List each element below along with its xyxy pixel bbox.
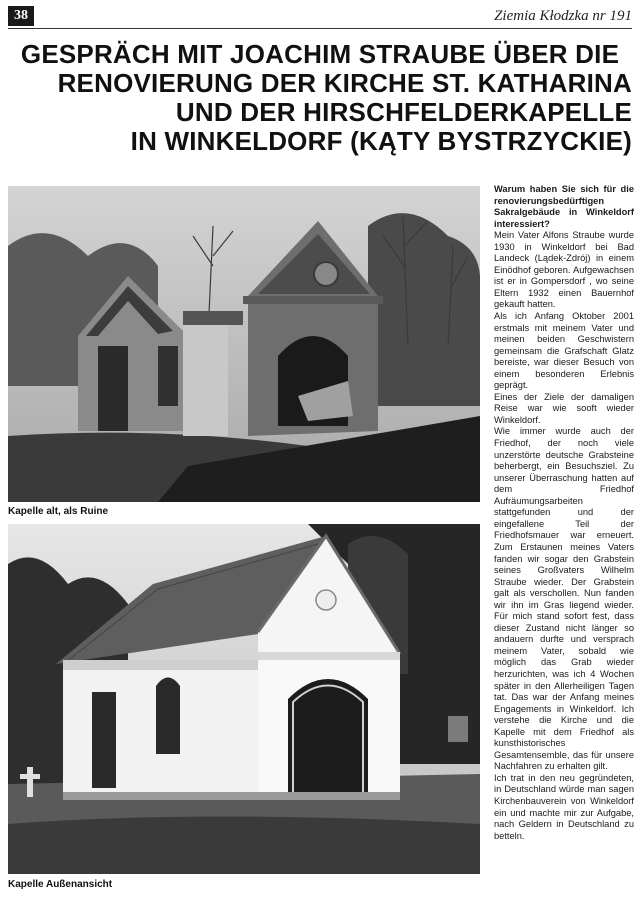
headline-line-4: IN WINKELDORF (KĄTY BYSTRZYCKIE) xyxy=(130,126,632,156)
article-paragraph: Mein Vater Alfons Straube wurde 1930 in Winkeldorf bei Bad Landeck (Lądek-Zdrój) in einem Einödhof geboren. Aufgewachsen ist er in Gompersdorf , wo seine Eltern 1932 einen Bauernhof gekauft hatten. xyxy=(494,230,634,310)
article-column xyxy=(494,184,634,842)
magazine-title: Ziemia Kłodzka nr 191 xyxy=(494,8,632,24)
interview-question: Warum haben Sie sich für die renovierungsbedürftigen Sakralgebäude in Winkeldorf interessiert? xyxy=(494,184,634,229)
page-header xyxy=(8,6,632,28)
article-headline xyxy=(8,40,632,156)
headline-line-1: GESPRÄCH MIT JOACHIM STRAUBE ÜBER DIE xyxy=(20,39,620,69)
headline-line-2: RENOVIERUNG DER KIRCHE ST. KATHARINA xyxy=(57,68,632,98)
article-paragraph: Eines der Ziele der damaligen Reise war wie sooft wieder Winkeldorf. xyxy=(494,391,634,425)
article-paragraph: Als ich Anfang Oktober 2001 erstmals mit meinem Vater und meinen beiden Geschwistern gemeinsam die Grafschaft Glatz bereiste, war dieser Besuch von einem besonderen Erlebnis geprägt. xyxy=(494,311,634,391)
chapel-photo-caption: Kapelle Außenansicht xyxy=(8,879,113,890)
ruin-photo-caption: Kapelle alt, als Ruine xyxy=(8,506,109,517)
article-paragraph: Ich trat in den neu gegründeten, in Deutschland würde man sagen Kirchenbauverein von Winkeldorf ein und machte mir zur Aufgabe, nach Geldern in Deutschland zu betteln. xyxy=(494,772,634,841)
headline-line-3: UND DER HIRSCHFELDERKAPELLE xyxy=(175,97,632,127)
ruin-photo xyxy=(8,186,480,502)
page-number: 38 xyxy=(8,6,34,26)
chapel-photo xyxy=(8,524,480,874)
article-paragraph: Wie immer wurde auch der Friedhof, der noch viele unzerstörte deutsche Grabsteine beherbergt, ein Besuchsziel. Zu unserer Überraschung hatten auf dem Friedhof Aufräumungsarbeiten stattgefunden und der eingefallene Teil der Friedhofsmauer war erneuert. Zum Erstaunen meines Vaters fanden wir sogar den Grabstein seines Großvaters Wilhelm Straube wieder. Der Grabstein galt als verschollen. Nun fanden wir ihn im Gras liegend wieder. Für mich stand sofort fest, dass dieser Zustand nicht länger so andauern durfte und versprach meinem Vater, sobald wie möglich das Grab wieder herzurichten, was ich 4 Wochen später in den Allerheiligen Tagen tat. Das war der Anfang meines Engagements in Winkeldorf. Ich verstehe die Kirche und die Kapelle mit dem Friedhof als kunsthistorisches Gesamtensemble, das für unsere Nachfahren zu erhalten gilt. xyxy=(494,426,634,772)
header-rule xyxy=(8,28,632,29)
